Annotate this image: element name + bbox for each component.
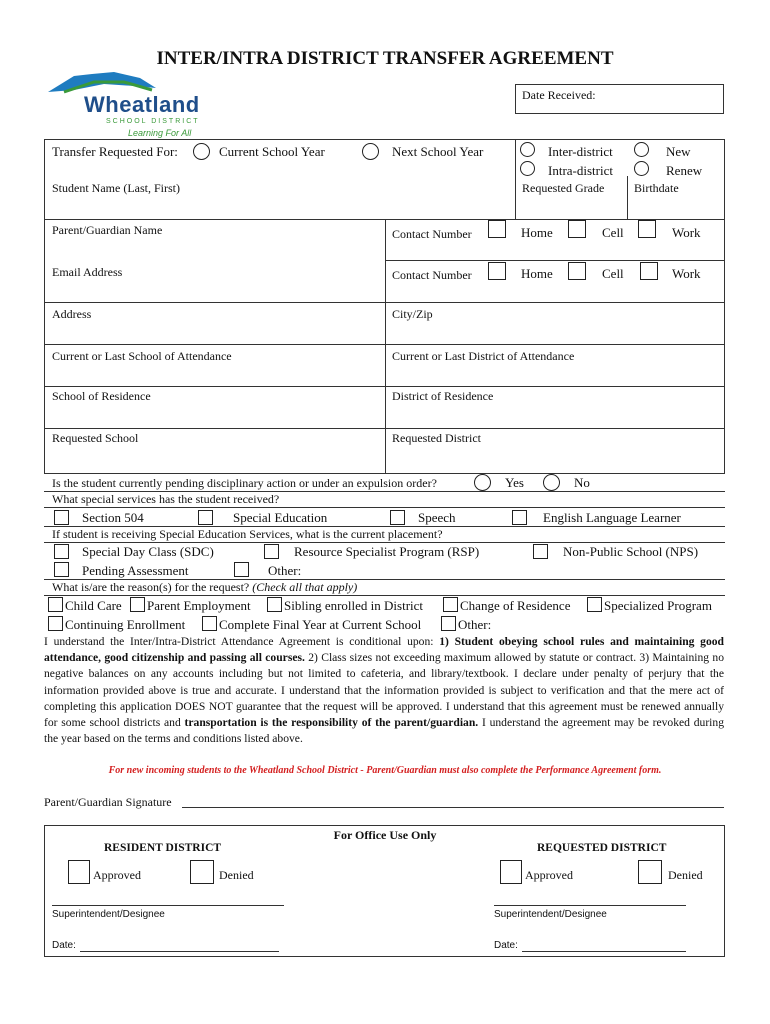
district-residence-label: District of Residence — [392, 389, 494, 403]
school-residence-label: School of Residence — [52, 389, 151, 403]
ell-checkbox[interactable] — [512, 510, 527, 525]
city-zip-label: City/Zip — [392, 307, 433, 321]
sibling-checkbox[interactable] — [267, 597, 282, 612]
continuing-enrollment-label: Continuing Enrollment — [65, 617, 186, 632]
agreement-text-2: 2) Class sizes not exceeding maximum allowed by statute or contract. 3) Maintaining no negative balances on any accounts including but not limited to cafeteria, and library/textbook. I declare under penalty of perjury that the information provided above is true and accurate. I understand that the information provided is subject to verification and that the mere act of completing this application DOES NOT guarantee that the request will be approved. I understand that this agreement must be renewed annually for some school districts and — [44, 651, 724, 730]
home-checkbox[interactable] — [488, 220, 506, 238]
current-year-radio[interactable] — [193, 143, 210, 160]
parent-employment-checkbox[interactable] — [130, 597, 145, 612]
discipline-yes-label: Yes — [505, 475, 524, 490]
reason-other-label: Other: — [458, 617, 492, 632]
intra-district-label: Intra-district — [548, 163, 613, 178]
current-district-label: Current or Last District of Attendance — [392, 349, 575, 363]
inter-district-label: Inter-district — [548, 144, 613, 159]
speech-label: Speech — [418, 510, 456, 525]
pending-assessment-label: Pending Assessment — [82, 563, 189, 578]
agreement-bold-1: 1) Student obeying school rules and maintaining good attendance, good citizenship and passing all courses. — [44, 635, 724, 665]
contact-number-label: Contact Number — [392, 227, 472, 241]
requested-superintendent-label: Superintendent/Designee — [494, 909, 607, 920]
district-logo — [44, 70, 214, 140]
requested-school-label: Requested School — [52, 431, 139, 445]
pending-assessment-checkbox[interactable] — [54, 562, 69, 577]
requested-date-line[interactable] — [522, 951, 686, 952]
requested-approved-checkbox[interactable] — [500, 860, 522, 884]
resident-approved-label: Approved — [93, 868, 141, 882]
work-label: Work — [672, 225, 701, 240]
requested-grade-label: Requested Grade — [522, 181, 605, 195]
work-2-label: Work — [672, 266, 701, 281]
agreement-text-1: I understand the Inter/Intra-District Attendance Agreement is conditional upon: — [44, 635, 440, 648]
performance-notice: For new incoming students to the Wheatland School District - Parent/Guardian must also complete the Performance Agreement form. — [108, 765, 662, 776]
child-care-label: Child Care — [65, 598, 122, 613]
resident-superintendent-line[interactable] — [52, 905, 284, 906]
cell-label: Cell — [602, 225, 624, 240]
discipline-question: Is the student currently pending disciplinary action or under an expulsion order? — [52, 476, 437, 490]
cell-checkbox[interactable] — [568, 220, 586, 238]
agreement-paragraph — [44, 634, 724, 747]
office-use-title: For Office Use Only — [333, 828, 437, 842]
final-year-checkbox[interactable] — [202, 616, 217, 631]
reasons-question-text: What is/are the reason(s) for the request? — [52, 580, 250, 594]
residence-change-checkbox[interactable] — [443, 597, 458, 612]
section-504-checkbox[interactable] — [54, 510, 69, 525]
date-received-label: Date Received: — [522, 88, 596, 102]
reason-other-checkbox[interactable] — [441, 616, 456, 631]
home-2-checkbox[interactable] — [488, 262, 506, 280]
signature-label: Parent/Guardian Signature — [44, 795, 172, 809]
address-label: Address — [52, 307, 92, 321]
sdc-label: Special Day Class (SDC) — [82, 544, 214, 559]
inter-district-radio[interactable] — [520, 142, 535, 157]
requested-district-label: Requested District — [392, 431, 481, 445]
discipline-no-label: No — [574, 475, 590, 490]
renew-label: Renew — [666, 163, 703, 178]
next-year-radio[interactable] — [362, 143, 379, 160]
discipline-no-radio[interactable] — [543, 474, 560, 491]
sdc-checkbox[interactable] — [54, 544, 69, 559]
parent-name-label: Parent/Guardian Name — [52, 223, 163, 237]
cell-2-label: Cell — [602, 266, 624, 281]
services-question: What special services has the student received? — [52, 492, 280, 506]
special-education-label: Special Education — [233, 510, 328, 525]
resident-approved-checkbox[interactable] — [68, 860, 90, 884]
transfer-label: Transfer Requested For: — [52, 144, 178, 159]
contact-number-2-label: Contact Number — [392, 268, 472, 282]
reasons-check-all: (Check all that apply) — [252, 580, 358, 594]
student-name-label: Student Name (Last, First) — [52, 181, 180, 195]
logo-name: Wheatland — [84, 92, 200, 117]
nps-label: Non-Public School (NPS) — [563, 544, 699, 559]
speech-checkbox[interactable] — [390, 510, 405, 525]
continuing-enrollment-checkbox[interactable] — [48, 616, 63, 631]
resident-denied-checkbox[interactable] — [190, 860, 214, 884]
home-2-label: Home — [521, 266, 553, 281]
new-radio[interactable] — [634, 142, 649, 157]
section-504-label: Section 504 — [82, 510, 144, 525]
resident-denied-label: Denied — [219, 868, 254, 882]
nps-checkbox[interactable] — [533, 544, 548, 559]
rsp-checkbox[interactable] — [264, 544, 279, 559]
requested-approved-label: Approved — [525, 868, 573, 882]
logo-tagline: Learning For All — [128, 128, 192, 138]
page-title: INTER/INTRA DISTRICT TRANSFER AGREEMENT — [156, 48, 614, 69]
work-2-checkbox[interactable] — [640, 262, 658, 280]
requested-district-heading: REQUESTED DISTRICT — [537, 842, 667, 854]
email-label: Email Address — [52, 265, 123, 279]
agreement-bold-2: transportation is the responsibility of the parent/guardian. — [184, 716, 479, 730]
work-checkbox[interactable] — [638, 220, 656, 238]
sibling-label: Sibling enrolled in District — [284, 598, 424, 613]
child-care-checkbox[interactable] — [48, 597, 63, 612]
specialized-program-checkbox[interactable] — [587, 597, 602, 612]
rsp-label: Resource Specialist Program (RSP) — [294, 544, 480, 559]
signature-line[interactable] — [182, 807, 724, 808]
placement-other-checkbox[interactable] — [234, 562, 249, 577]
renew-radio[interactable] — [634, 161, 649, 176]
special-education-checkbox[interactable] — [198, 510, 213, 525]
home-label: Home — [521, 225, 553, 240]
final-year-label: Complete Final Year at Current School — [219, 617, 422, 632]
agreement-text-3: I understand the agreement may be revoked during the year based on the terms and conditions listed above. — [44, 716, 724, 746]
birthdate-label: Birthdate — [634, 181, 679, 195]
ell-label: English Language Learner — [543, 510, 681, 525]
new-label: New — [666, 144, 691, 159]
reasons-question — [52, 580, 357, 595]
placement-other-label: Other: — [268, 563, 302, 578]
next-year-label: Next School Year — [392, 144, 484, 159]
requested-date-label: Date: — [494, 940, 518, 951]
logo-sub: SCHOOL DISTRICT — [106, 118, 200, 125]
specialized-program-label: Specialized Program — [604, 598, 712, 613]
resident-date-line[interactable] — [80, 951, 279, 952]
current-school-label: Current or Last School of Attendance — [52, 349, 232, 363]
current-year-label: Current School Year — [219, 144, 325, 159]
discipline-yes-radio[interactable] — [474, 474, 491, 491]
residence-change-label: Change of Residence — [460, 598, 571, 613]
intra-district-radio[interactable] — [520, 161, 535, 176]
requested-denied-checkbox[interactable] — [638, 860, 662, 884]
requested-superintendent-line[interactable] — [494, 905, 686, 906]
resident-date-label: Date: — [52, 940, 76, 951]
requested-denied-label: Denied — [668, 868, 703, 882]
resident-superintendent-label: Superintendent/Designee — [52, 909, 165, 920]
resident-district-heading: RESIDENT DISTRICT — [104, 842, 222, 854]
cell-2-checkbox[interactable] — [568, 262, 586, 280]
placement-question: If student is receiving Special Education Services, what is the current placement? — [52, 527, 443, 541]
parent-employment-label: Parent Employment — [147, 598, 251, 613]
